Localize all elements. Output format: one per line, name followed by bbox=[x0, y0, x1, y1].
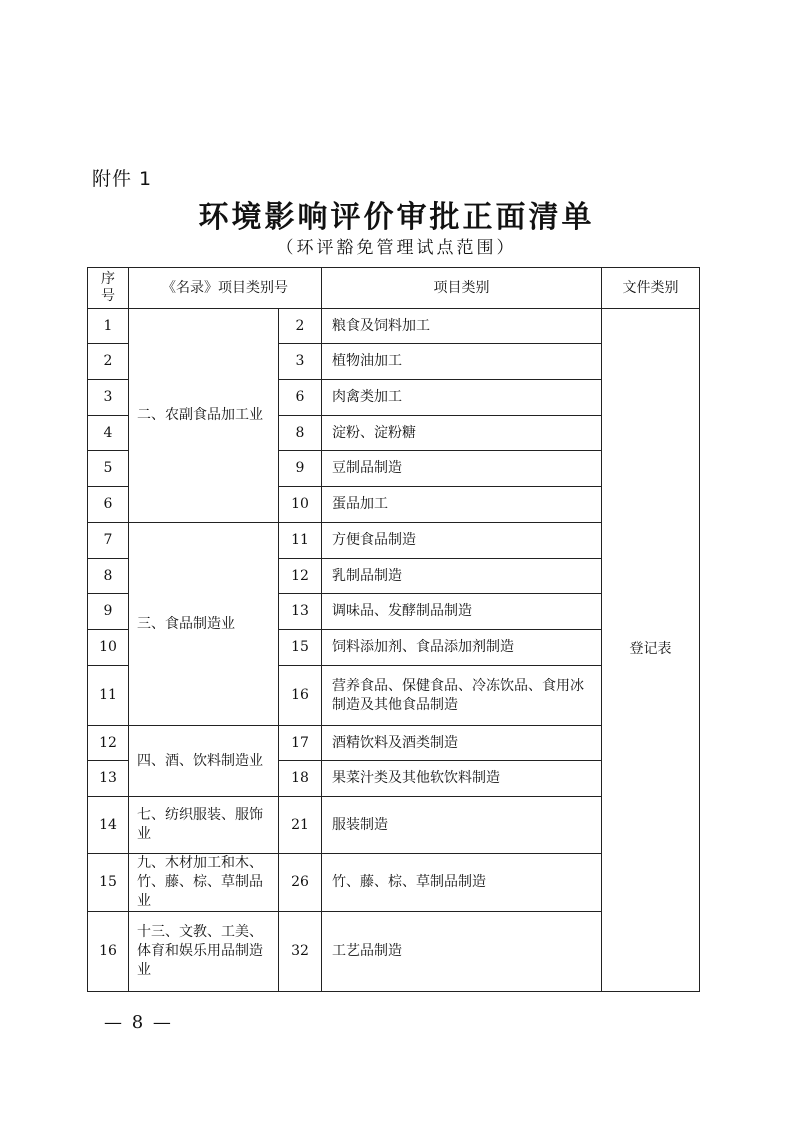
group-name: 四、酒、饮料制造业 bbox=[129, 726, 279, 797]
attachment-label: 附件 1 bbox=[92, 168, 153, 190]
row-catalog-number: 9 bbox=[279, 451, 322, 487]
row-catalog-number: 3 bbox=[279, 344, 322, 380]
row-catalog-number: 15 bbox=[279, 630, 322, 666]
row-seq: 4 bbox=[88, 416, 129, 451]
row-catalog-number: 2 bbox=[279, 309, 322, 344]
row-item: 方便食品制造 bbox=[322, 523, 602, 559]
row-seq: 16 bbox=[88, 911, 129, 991]
row-catalog-number: 11 bbox=[279, 523, 322, 559]
row-item: 果菜汁类及其他软饮料制造 bbox=[322, 761, 602, 797]
row-seq: 11 bbox=[88, 666, 129, 726]
row-item: 调味品、发酵制品制造 bbox=[322, 594, 602, 630]
file-type: 登记表 bbox=[602, 309, 700, 992]
group-name: 三、食品制造业 bbox=[129, 523, 279, 726]
row-catalog-number: 10 bbox=[279, 487, 322, 523]
row-item: 服装制造 bbox=[322, 797, 602, 854]
row-catalog-number: 12 bbox=[279, 559, 322, 594]
row-item: 粮食及饲料加工 bbox=[322, 309, 602, 344]
table-row bbox=[88, 309, 700, 344]
row-seq: 5 bbox=[88, 451, 129, 487]
row-item: 淀粉、淀粉糖 bbox=[322, 416, 602, 451]
group-name: 十三、文教、工美、体育和娱乐用品制造业 bbox=[129, 911, 279, 991]
row-item: 肉禽类加工 bbox=[322, 380, 602, 416]
row-seq: 8 bbox=[88, 559, 129, 594]
approval-list-table bbox=[87, 267, 700, 992]
row-item: 乳制品制造 bbox=[322, 559, 602, 594]
row-item: 蛋品加工 bbox=[322, 487, 602, 523]
row-item: 酒精饮料及酒类制造 bbox=[322, 726, 602, 761]
row-seq: 3 bbox=[88, 380, 129, 416]
row-catalog-number: 16 bbox=[279, 666, 322, 726]
row-item: 饲料添加剂、食品添加剂制造 bbox=[322, 630, 602, 666]
row-catalog-number: 6 bbox=[279, 380, 322, 416]
row-seq: 15 bbox=[88, 854, 129, 912]
header-file: 文件类别 bbox=[602, 268, 700, 309]
row-seq: 7 bbox=[88, 523, 129, 559]
group-name: 九、木材加工和木、竹、藤、棕、草制品业 bbox=[129, 854, 279, 912]
header-seq: 序号 bbox=[88, 268, 129, 309]
row-seq: 13 bbox=[88, 761, 129, 797]
header-catalog: 《名录》项目类别号 bbox=[129, 268, 322, 309]
row-seq: 12 bbox=[88, 726, 129, 761]
row-item: 营养食品、保健食品、冷冻饮品、食用冰制造及其他食品制造 bbox=[322, 666, 602, 726]
row-seq: 10 bbox=[88, 630, 129, 666]
row-item: 豆制品制造 bbox=[322, 451, 602, 487]
group-name: 二、农副食品加工业 bbox=[129, 309, 279, 523]
row-catalog-number: 32 bbox=[279, 911, 322, 991]
row-catalog-number: 26 bbox=[279, 854, 322, 912]
row-catalog-number: 8 bbox=[279, 416, 322, 451]
row-item: 工艺品制造 bbox=[322, 911, 602, 991]
row-catalog-number: 21 bbox=[279, 797, 322, 854]
row-seq: 14 bbox=[88, 797, 129, 854]
group-name: 七、纺织服装、服饰业 bbox=[129, 797, 279, 854]
document-subtitle: （环评豁免管理试点范围） bbox=[276, 238, 517, 258]
row-seq: 9 bbox=[88, 594, 129, 630]
header-item: 项目类别 bbox=[322, 268, 602, 309]
table-header-row bbox=[88, 268, 700, 309]
page-number: — 8 — bbox=[104, 1012, 173, 1033]
row-seq: 6 bbox=[88, 487, 129, 523]
row-catalog-number: 13 bbox=[279, 594, 322, 630]
row-catalog-number: 18 bbox=[279, 761, 322, 797]
row-catalog-number: 17 bbox=[279, 726, 322, 761]
row-seq: 1 bbox=[88, 309, 129, 344]
row-item: 植物油加工 bbox=[322, 344, 602, 380]
row-item: 竹、藤、棕、草制品制造 bbox=[322, 854, 602, 912]
document-title: 环境影响评价审批正面清单 bbox=[198, 200, 595, 235]
row-seq: 2 bbox=[88, 344, 129, 380]
